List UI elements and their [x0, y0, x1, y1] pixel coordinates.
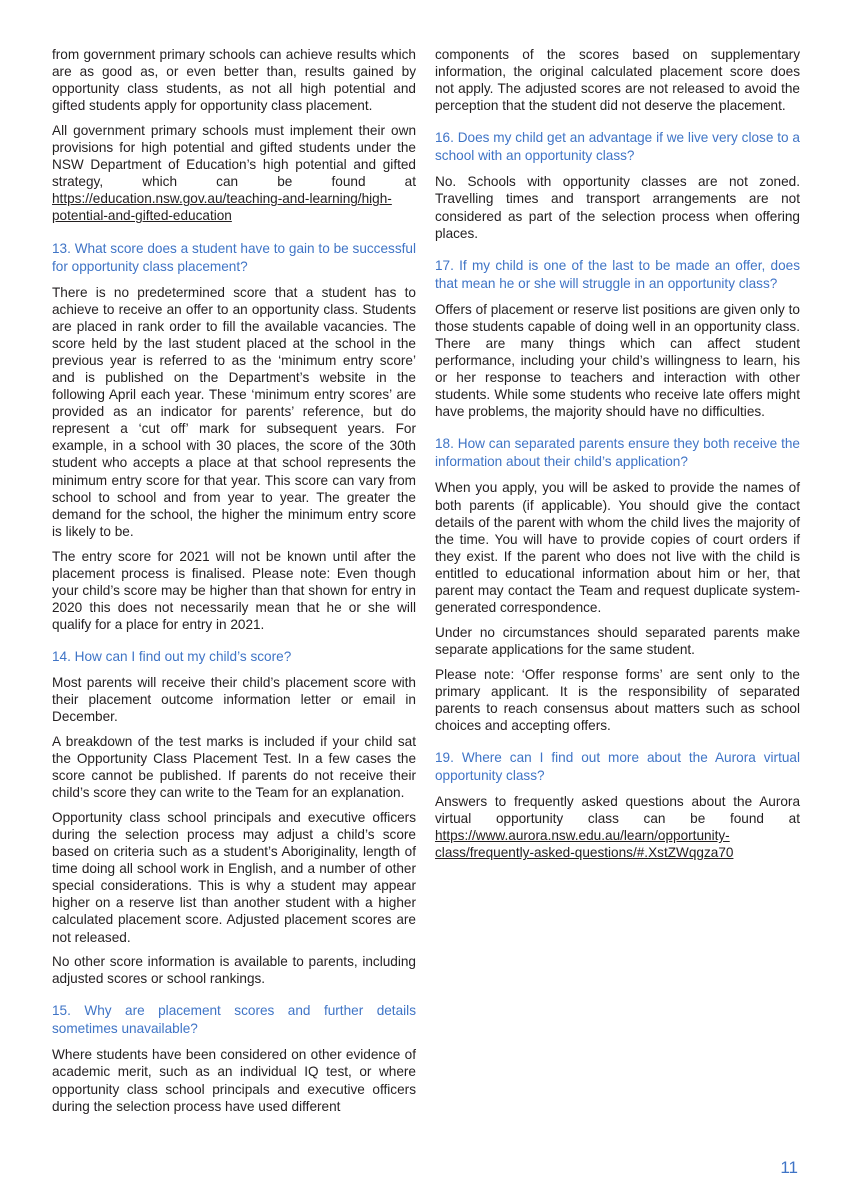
question-heading-14: 14. How can I find out my child’s score?	[52, 649, 292, 664]
paragraph	[435, 793, 800, 861]
left-column	[52, 46, 416, 1122]
paragraph: A breakdown of the test marks is included if your child sat the Opportunity Class Placement Test. In a few cases the score cannot be published. If parents do not receive their child’s score they can write to the Team for an explanation.	[52, 733, 416, 801]
aurora-faq-link[interactable]: https://www.aurora.nsw.edu.au/learn/opportunity-class/frequently-asked-questions/#.XstZWqgza70	[435, 828, 734, 861]
paragraph: Most parents will receive their child’s placement score with their placement outcome information letter or email in December.	[52, 675, 416, 725]
question-heading-17: 17. If my child is one of the last to be made an offer, does that mean he or she will struggle in an opportunity class?	[435, 257, 800, 291]
paragraph: When you apply, you will be asked to provide the names of both parents (if applicable). You should give the contact details of the parent with whom the child lives the majority of the time. You will have to provide copies of court orders if they exist. If the parent who does not live with the child is entitled to educational information about him or her, that parent may contact the Team and request duplicate system-generated correspondence.	[435, 480, 800, 616]
paragraph-text: All government primary schools must implement their own provisions for high potential and gifted students under the NSW Department of Education’s high potential and gifted strategy, which can be found at	[52, 122, 416, 190]
paragraph: The entry score for 2021 will not be known until after the placement process is finalised. Please note: Even though your child’s score may be higher than that shown for entry in 2020 this does not necessarily mean that he or she will qualify for a place for entry in 2021.	[52, 548, 416, 632]
hpge-strategy-link[interactable]: https://education.nsw.gov.au/teaching-and-learning/high-potential-and-gifted-education	[52, 191, 392, 224]
page-number: 11	[780, 1158, 798, 1177]
paragraph: Offers of placement or reserve list positions are given only to those students capable of doing well in an opportunity class. There are many things which can affect student performance, including your child’s willingness to learn, his or her response to teachers and interaction with other students. While some students who receive late offers might have problems, the majority should have no difficulties.	[435, 301, 800, 420]
paragraph: from government primary schools can achieve results which are as good as, or even better than, results gained by opportunity class students, as not all high potential and gifted students apply for opportunity class placement.	[52, 47, 416, 114]
paragraph: There is no predetermined score that a student has to achieve to receive an offer to an opportunity class. Students are placed in rank order to fill the available vacancies. The score held by the last student placed at the school in the previous year is referred to as the ‘minimum entry score’ and is published on the Department’s website in the following April each year. These ‘minimum entry scores’ are provided as an indicator for parents’ reference, but do represent a ‘cut off’ mark for subsequent years. For example, in a school with 30 places, the score of the 30th student who accepts a place at that school represents the minimum entry score for that year. This score can vary from school to school and from year to year. The greater the demand for the school, the higher the minimum entry score is likely to be.	[52, 284, 416, 539]
paragraph: components of the scores based on supplementary information, the original calculated placement score does not apply. The adjusted scores are not released to avoid the perception that the student did not deserve the placement.	[435, 47, 800, 114]
question-heading-16: 16. Does my child get an advantage if we live very close to a school with an opportunity class?	[435, 130, 800, 164]
question-heading-18: 18. How can separated parents ensure they both receive the information about their child’s application?	[435, 436, 800, 470]
paragraph: Where students have been considered on other evidence of academic merit, such as an individual IQ test, or where opportunity class school principals and executive officers during the selection process have used different	[52, 1047, 416, 1114]
question-heading-13: 13. What score does a student have to gain to be successful for opportunity class placement?	[52, 240, 416, 274]
question-heading-19: 19. Where can I find out more about the Aurora virtual opportunity class?	[435, 749, 800, 783]
paragraph: Opportunity class school principals and executive officers during the selection process may adjust a child’s score based on criteria such as a student’s Aboriginality, length of time doing all school work in English, and a number of other special considerations. This is why a student may appear higher on a reserve list than another student with a higher calculated placement score. Adjusted placement scores are not released.	[52, 809, 416, 945]
paragraph-text: Answers to frequently asked questions about the Aurora virtual opportunity class can be found at	[435, 793, 800, 826]
paragraph: Under no circumstances should separated parents make separate applications for the same student.	[435, 624, 800, 657]
paragraph: No other score information is available to parents, including adjusted scores or school rankings.	[52, 954, 416, 987]
question-heading-15: 15. Why are placement scores and further details sometimes unavailable?	[52, 1003, 416, 1037]
right-column	[435, 46, 800, 869]
paragraph	[52, 122, 416, 225]
paragraph: No. Schools with opportunity classes are not zoned. Travelling times and transport arrangements are not considered as part of the selection process when offering places.	[435, 174, 800, 241]
paragraph: Please note: ‘Offer response forms’ are sent only to the primary applicant. It is the responsibility of separated parents to reach consensus about matters such as school choices and accepting offers.	[435, 666, 800, 733]
